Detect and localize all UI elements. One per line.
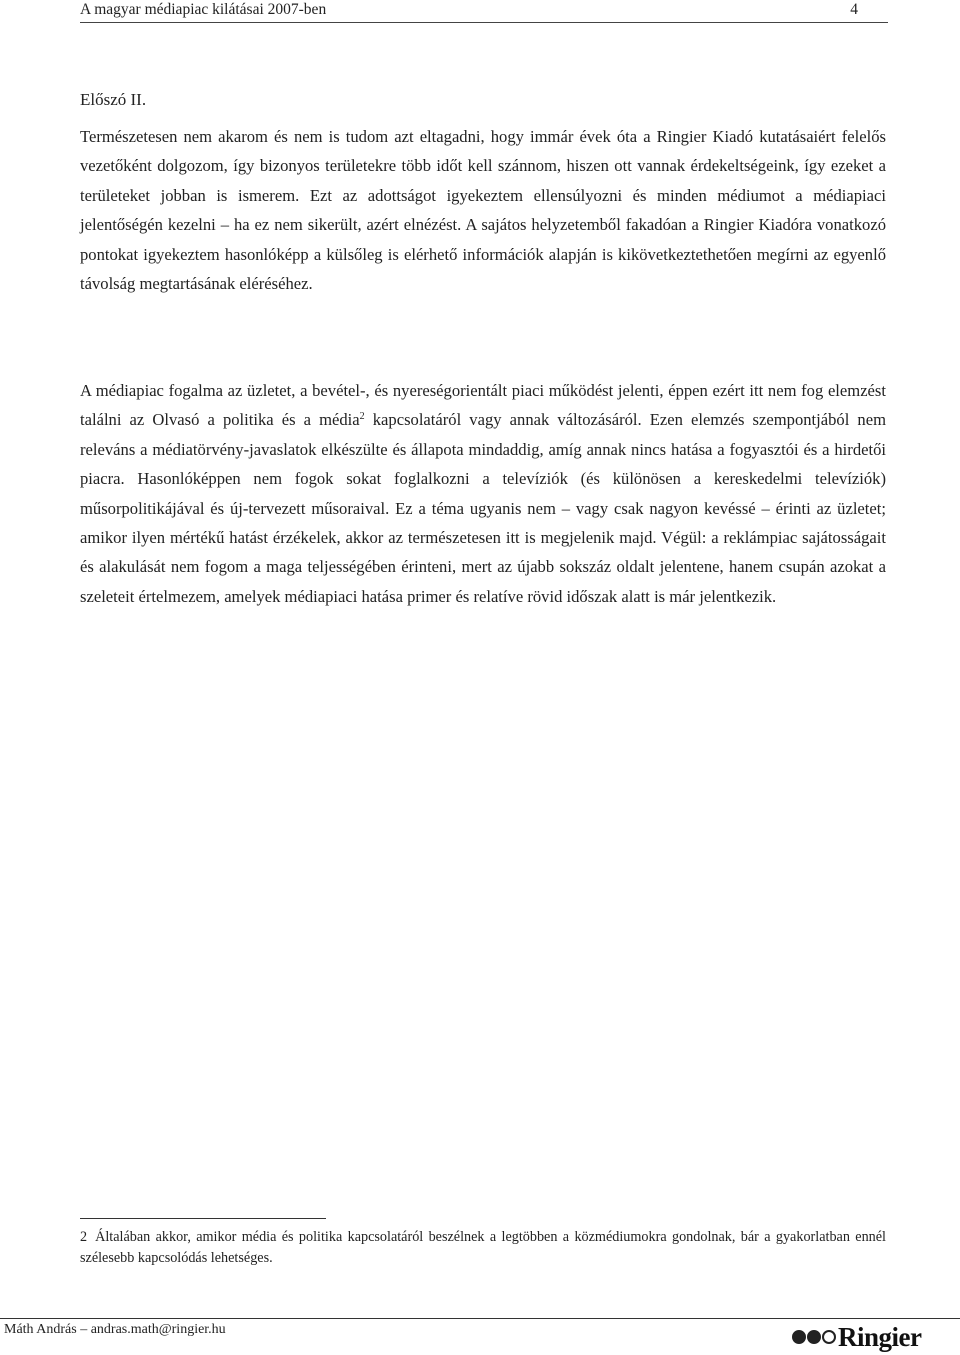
logo-circles-icon: [792, 1330, 840, 1344]
paragraph-2: [80, 376, 886, 611]
logo-wordmark: Ringier: [838, 1322, 922, 1352]
ringier-logo: [792, 1322, 932, 1352]
footer-author: Máth András – andras.math@ringier.hu: [4, 1322, 226, 1337]
paragraph-1: Természetesen nem akarom és nem is tudom azt eltagadni, hogy immár évek óta a Ringier Kiadó kutatásaiért felelős vezetőként dolgozom, így bizonyos területekre több időt kell szánnom, hiszen ott vannak érdekeltségeink, így ezeket a területeket jobban is ismerem. Ezt az adottságot igyekeztem ellensúlyozni és minden médiumot a médiapiaci jelentőségén kezelni – ha ez nem sikerült, azért elnézést. A sajátos helyzetemből fakadóan a Ringier Kiadóra vonatkozó pontokat igyekeztem hasonlóképp a külsőleg is elérhető információk alapján is kikövetkeztethetően megírni az egyenlő távolság megtartásának eléréséhez.: [80, 127, 886, 294]
footnote-mark: 2: [80, 1229, 88, 1245]
header-title: A magyar médiapiac kilátásai 2007-ben: [80, 1, 327, 18]
footnote-reference[interactable]: 2: [359, 411, 365, 423]
footnote: [80, 1227, 886, 1268]
logo-circle-icon: [792, 1330, 806, 1344]
page-number: 4: [850, 1, 858, 18]
paragraph-2-part-1: A médiapiac fogalma az üzletet, a bevétel-, és nyereségorientált piaci működést jelenti, éppen ezért itt nem fog elemzést találni az Olvasó a politika és a média: [80, 381, 886, 430]
logo-circle-icon: [807, 1330, 821, 1344]
footnote-separator: [80, 1218, 326, 1219]
logo-circle-icon: [822, 1330, 836, 1344]
paragraph-2-part-2: kapcsolatáról vagy annak változásáról. Ezen elemzés szempontjából nem releváns a médiatörvény-javaslatok elkészülte és állapota mindaddig, amíg annak nincs hatása a fogyasztói és a hirdetői piacra. Hasonlóképpen nem fogok sokat foglalkozni a televíziók (és különösen a kereskedelmi televíziók) műsorpolitikájával és új-tervezett műsoraival. Ez a téma ugyanis nem – vagy csak nagyon kevéssé – érinti az üzletet; amikor ilyen mértékű hatást érzékelek, akkor az természetesen itt is megjelenik majd. Végül: a reklámpiac sajátosságait és alakulását nem fogom a maga teljességében érinteni, mert az újabb sokszáz oldalt jelentene, hanem csupán azokat a szeleteit értelmezem, amelyek médiapiaci hatása primer és relatíve rövid időszak alatt is már jelentkezik.: [80, 410, 886, 606]
page-header: [80, 0, 888, 23]
footer-separator: [0, 1318, 960, 1319]
footnote-text: Általában akkor, amikor média és politika kapcsolatáról beszélnek a legtöbben a közmédiumokra gondolnak, bár a gyakorlatban ennél szélesebb kapcsolódás lehetséges.: [80, 1229, 886, 1266]
section-heading: Előszó II.: [80, 90, 147, 109]
